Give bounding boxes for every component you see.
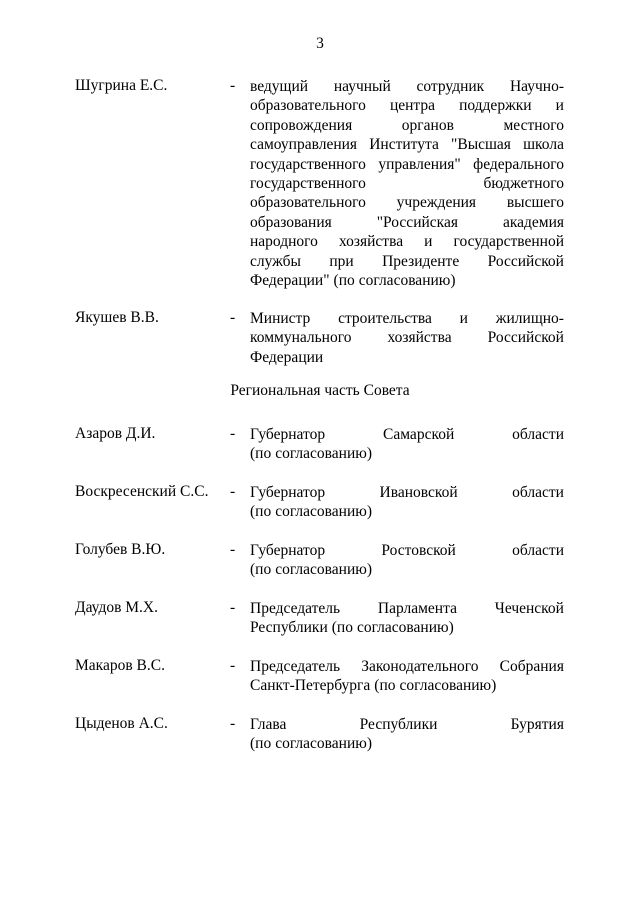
position-word: Законодательного <box>361 658 479 675</box>
position-word: Федерации" <box>250 271 330 289</box>
position-word: и <box>555 97 564 115</box>
position-word: (по <box>331 619 353 637</box>
member-position <box>250 715 564 754</box>
position-word: Республики <box>250 619 328 637</box>
member-name: Азаров Д.И. <box>75 425 156 442</box>
position-word: Собрания <box>499 658 564 675</box>
position-word: и <box>424 233 433 251</box>
position-word: согласованию) <box>356 619 454 637</box>
position-word: сопровождения <box>250 116 353 134</box>
position-word: центра <box>389 97 435 115</box>
position-word: согласованию) <box>275 561 372 579</box>
section-heading: Региональная часть Совета <box>230 382 410 399</box>
position-word: Самарской <box>383 426 455 443</box>
position-word: при <box>329 252 354 270</box>
position-word: "Высшая <box>451 136 511 154</box>
position-word: государственного <box>250 174 366 192</box>
position-word: согласованию) <box>275 503 372 521</box>
member-position <box>250 541 564 580</box>
position-word: Глава <box>250 716 287 733</box>
position-word: (по <box>374 677 396 695</box>
position-line <box>250 618 564 637</box>
position-word: Президенте <box>382 252 460 270</box>
position-word: Чеченской <box>494 600 564 617</box>
position-word: научный <box>333 78 391 95</box>
position-word: согласованию) <box>358 271 456 289</box>
position-word: Министр <box>250 310 311 327</box>
position-word: хозяйства <box>338 233 404 251</box>
position-word: высшего <box>506 194 564 212</box>
position-word: учреждения <box>396 194 477 212</box>
page-number: 3 <box>316 35 324 52</box>
position-word: бюджетного <box>483 174 564 192</box>
member-dash: - <box>230 715 236 732</box>
member-dash: - <box>230 77 236 94</box>
position-word: государственного <box>250 155 366 173</box>
member-position <box>250 599 564 638</box>
member-name: Шугрина Е.С. <box>75 77 168 94</box>
position-line <box>250 676 564 695</box>
member-name: Даудов М.Х. <box>75 599 158 616</box>
position-word: поддержки <box>459 97 532 115</box>
position-word: Российской <box>487 252 564 270</box>
position-line <box>250 444 564 463</box>
position-line <box>250 252 564 271</box>
position-word: строительства <box>338 310 432 327</box>
position-line <box>250 657 564 676</box>
position-word: Института <box>369 136 439 154</box>
position-line <box>250 560 564 579</box>
position-word: согласованию) <box>275 735 372 753</box>
position-line <box>250 425 564 444</box>
position-word: федерального <box>473 155 564 173</box>
position-word: Председатель <box>250 658 341 675</box>
position-word: (по <box>250 503 272 521</box>
position-word: жилищно- <box>495 310 564 327</box>
member-position <box>250 425 564 464</box>
position-line <box>250 541 564 560</box>
position-word: коммунального <box>250 329 352 347</box>
member-position <box>250 77 564 290</box>
position-word: государственной <box>453 233 564 251</box>
position-line <box>250 715 564 734</box>
member-name: Макаров В.С. <box>75 657 165 674</box>
member-dash: - <box>230 309 236 326</box>
member-dash: - <box>230 425 236 442</box>
position-word: (по <box>250 561 272 579</box>
position-word: области <box>512 542 564 559</box>
position-word: Ростовской <box>381 542 456 559</box>
position-word: Бурятия <box>510 716 564 733</box>
position-word: Губернатор <box>250 542 326 559</box>
member-dash: - <box>230 599 236 616</box>
position-line <box>250 193 564 212</box>
position-word: области <box>512 484 564 501</box>
position-word: Санкт-Петербурга <box>250 677 371 695</box>
position-word: области <box>512 426 564 443</box>
position-line <box>250 155 564 174</box>
member-name: Цыденов А.С. <box>75 715 168 732</box>
position-line <box>250 77 564 96</box>
member-dash: - <box>230 541 236 558</box>
position-word: органов <box>401 116 454 134</box>
position-line <box>250 502 564 521</box>
position-word: местного <box>503 116 564 134</box>
position-line <box>250 232 564 251</box>
position-word: образовательного <box>250 97 366 115</box>
position-line <box>250 734 564 753</box>
member-dash: - <box>230 657 236 674</box>
position-word: управления" <box>378 155 461 173</box>
position-word: самоуправления <box>250 136 358 154</box>
position-word: Ивановской <box>379 484 458 501</box>
position-line <box>250 348 564 367</box>
position-word: Российской <box>487 329 564 347</box>
position-line <box>250 116 564 135</box>
member-dash: - <box>230 483 236 500</box>
position-word: (по <box>333 271 355 289</box>
member-name: Голубев В.Ю. <box>75 541 166 558</box>
position-line <box>250 328 564 347</box>
position-word: согласованию) <box>399 677 497 695</box>
position-word: и <box>459 310 468 327</box>
position-word: образовательного <box>250 194 366 212</box>
position-word: Федерации <box>250 348 324 366</box>
position-line <box>250 309 564 328</box>
position-word: ведущий <box>250 78 309 95</box>
position-word: Научно- <box>509 78 564 95</box>
position-line <box>250 174 564 193</box>
position-word: Парламента <box>377 600 457 617</box>
position-word: Губернатор <box>250 484 326 501</box>
position-word: "Российская <box>376 213 458 231</box>
position-word: хозяйства <box>387 329 452 347</box>
position-word: народного <box>250 233 318 251</box>
position-line <box>250 135 564 154</box>
position-word: (по <box>250 735 272 753</box>
position-line <box>250 483 564 502</box>
member-position <box>250 309 564 367</box>
member-name: Воскресенский С.С. <box>75 483 209 500</box>
position-word: (по <box>250 445 272 463</box>
position-line <box>250 599 564 618</box>
position-word: сотрудник <box>416 78 485 95</box>
position-word: образования <box>250 213 332 231</box>
position-line <box>250 271 564 290</box>
position-word: Губернатор <box>250 426 326 443</box>
position-line <box>250 96 564 115</box>
member-position <box>250 657 564 696</box>
position-word: службы <box>250 252 301 270</box>
position-word: Председатель <box>250 600 341 617</box>
member-name: Якушев В.В. <box>75 309 159 326</box>
position-word: согласованию) <box>275 445 372 463</box>
position-line <box>250 213 564 232</box>
position-word: академия <box>502 213 564 231</box>
position-word: школа <box>523 136 564 154</box>
member-position <box>250 483 564 522</box>
position-word: Республики <box>359 716 438 733</box>
